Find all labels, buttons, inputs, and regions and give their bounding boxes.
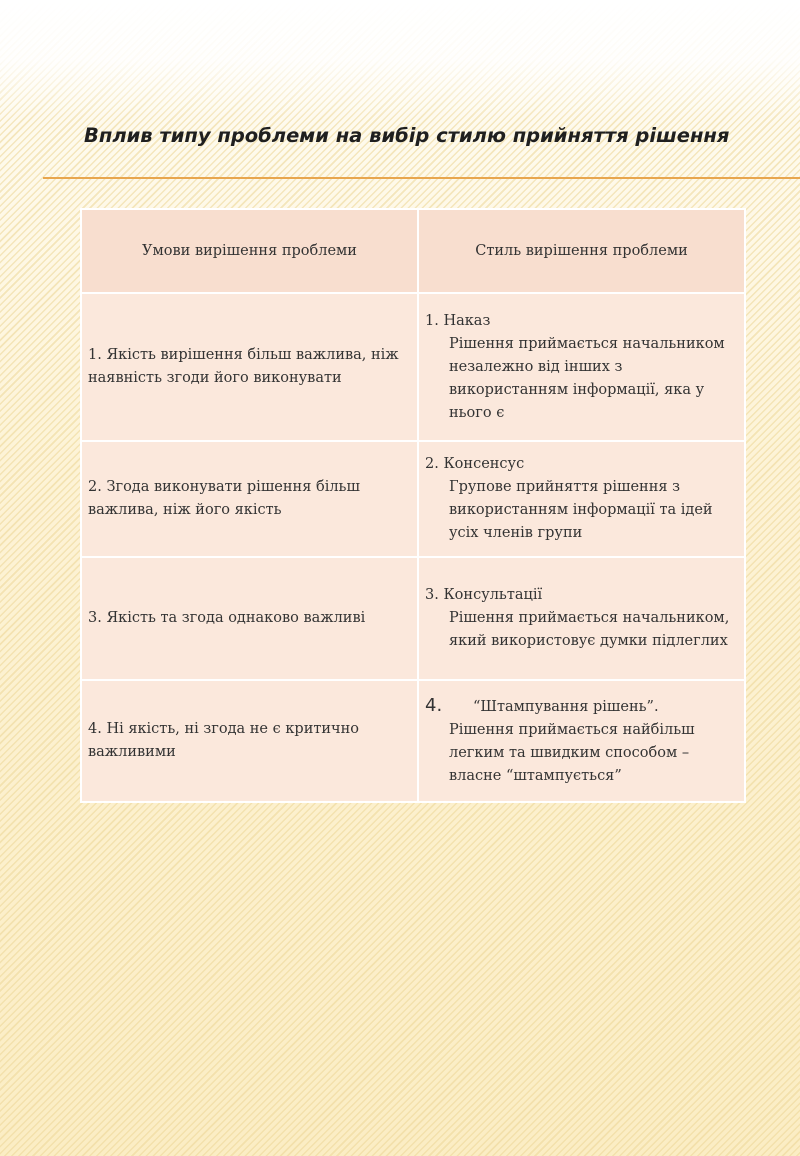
style-description: Групове прийняття рішення з використанням інформації та ідей усіх членів групи (449, 479, 713, 541)
style-name: Наказ (443, 312, 491, 329)
style-description: Рішення приймається найбільш легким та швидким способом – власне “штампується” (449, 722, 695, 784)
style-cell (418, 557, 745, 680)
style-heading (425, 694, 738, 719)
decision-style-table (80, 208, 746, 803)
style-number: 4. (425, 695, 443, 716)
style-cell (418, 441, 745, 557)
condition-cell: 2. Згода виконувати рішення більш важлива, ніж його якість (81, 441, 418, 557)
table-row (81, 557, 745, 680)
style-description: Рішення приймається начальником незалежно від інших з використанням інформації, яка у нього є (449, 335, 725, 421)
table-header-row (81, 209, 745, 293)
style-description: Рішення приймається начальником, який використовує думки підлеглих (449, 610, 730, 649)
style-name: Консультації (443, 587, 543, 603)
title-underline (43, 177, 800, 179)
style-number: 2. (425, 456, 439, 472)
background-fade (0, 0, 800, 120)
style-heading (425, 310, 738, 333)
table-row (81, 293, 745, 441)
style-name: Консенсус (443, 456, 525, 472)
style-heading (425, 584, 738, 607)
style-number: 1. (425, 312, 439, 329)
style-heading (425, 453, 738, 476)
slide-title: Вплив типу проблеми на вибір стилю прийняття рішення (84, 124, 730, 147)
style-cell (418, 680, 745, 802)
condition-cell: 3. Якість та згода однаково важливі (81, 557, 418, 680)
style-name: “Штампування рішень”. (473, 699, 659, 715)
condition-cell: 1. Якість вирішення більш важлива, ніж наявність згоди його виконувати (81, 293, 418, 441)
style-number: 3. (425, 587, 439, 603)
style-cell (418, 293, 745, 441)
header-style: Стиль вирішення проблеми (418, 209, 745, 293)
condition-cell: 4. Ні якість, ні згода не є критично важливими (81, 680, 418, 802)
table-row (81, 680, 745, 802)
header-conditions: Умови вирішення проблеми (81, 209, 418, 293)
table-row (81, 441, 745, 557)
